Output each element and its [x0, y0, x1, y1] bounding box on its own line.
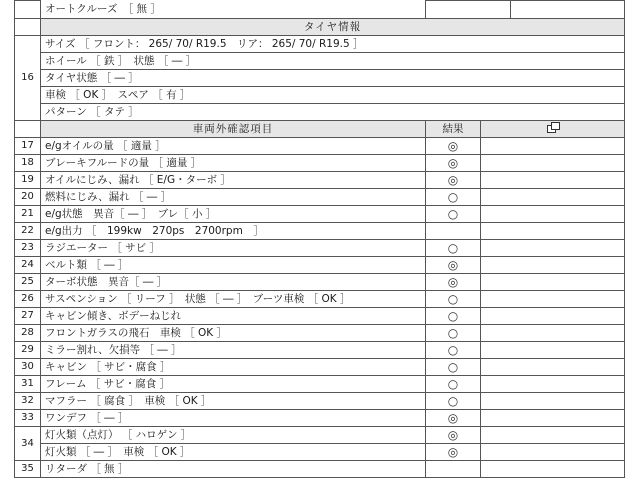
extra-cell: [481, 291, 625, 308]
item-text: ミラー割れ、欠損等 ［ ― ］: [41, 342, 426, 359]
result-mark: ○: [426, 359, 481, 376]
extra-cell: [481, 359, 625, 376]
check-item-row: [15, 291, 625, 308]
item-text: 灯火類（点灯） ［ ハロゲン ］: [41, 427, 426, 444]
tire-row: [15, 53, 625, 70]
result-mark: ○: [426, 325, 481, 342]
result-mark: ○: [426, 308, 481, 325]
item-number: 17: [15, 138, 41, 155]
item-number: 16: [15, 36, 41, 121]
cruise-row: [15, 1, 625, 19]
check-item-row: [15, 427, 625, 444]
extra-cell: [481, 257, 625, 274]
item-number: 20: [15, 189, 41, 206]
result-mark: ○: [426, 189, 481, 206]
check-item-row: [15, 223, 625, 240]
check-item-row: [15, 325, 625, 342]
item-number: 19: [15, 172, 41, 189]
item-number: 23: [15, 240, 41, 257]
check-item-row: [15, 189, 625, 206]
tire-section-header: [15, 19, 625, 36]
item-text: オイルにじみ、漏れ ［ E/G・ターボ ］: [41, 172, 426, 189]
item-number: 21: [15, 206, 41, 223]
check-item-row: [15, 444, 625, 461]
tire-inspection: 車検 ［ OK ］ スペア ［ 有 ］: [41, 87, 625, 104]
extra-cell: [481, 444, 625, 461]
check-item-row: [15, 393, 625, 410]
result-header: 結果: [426, 121, 481, 138]
result-mark: ○: [426, 376, 481, 393]
result-mark: ◎: [426, 427, 481, 444]
item-number: 22: [15, 223, 41, 240]
extra-cell: [481, 274, 625, 291]
extra-cell: [481, 206, 625, 223]
item-number: 27: [15, 308, 41, 325]
item-number: 29: [15, 342, 41, 359]
item-number: 30: [15, 359, 41, 376]
item-text: e/g状態 異音［ ― ］ ブレ［ 小 ］: [41, 206, 426, 223]
item-text: キャビン ［ サビ・腐食 ］: [41, 359, 426, 376]
check-item-row: [15, 410, 625, 427]
item-text: ブレーキフルードの量 ［ 適量 ］: [41, 155, 426, 172]
item-text: フロントガラスの飛石 車検 ［ OK ］: [41, 325, 426, 342]
extra-cell: [481, 342, 625, 359]
tire-row: [15, 70, 625, 87]
tire-row: [15, 36, 625, 53]
item-text: e/g出力 ［ 199kw 270ps 2700rpm ］: [41, 223, 426, 240]
result-mark: ◎: [426, 257, 481, 274]
result-mark: ○: [426, 342, 481, 359]
copy-icon: [481, 121, 625, 138]
check-item-row: [15, 240, 625, 257]
check-item-row: [15, 461, 625, 478]
result-mark: ◎: [426, 410, 481, 427]
item-text: サスペンション ［ リーフ ］ 状態 ［ ― ］ ブーツ車検 ［ OK ］: [41, 291, 426, 308]
extra-cell: [481, 172, 625, 189]
result-mark: ◎: [426, 155, 481, 172]
extra-cell: [481, 393, 625, 410]
check-section-header: [15, 121, 625, 138]
result-mark: ◎: [426, 138, 481, 155]
check-section-title: 車両外確認項目: [41, 121, 426, 138]
tire-size: サイズ ［ フロント： 265/ 70/ R19.5 リア： 265/ 70/ R19.5 ］: [41, 36, 625, 53]
check-item-row: [15, 376, 625, 393]
item-number: 26: [15, 291, 41, 308]
item-number: 18: [15, 155, 41, 172]
item-number: 25: [15, 274, 41, 291]
item-text: マフラー ［ 腐食 ］ 車検 ［ OK ］: [41, 393, 426, 410]
item-number: 24: [15, 257, 41, 274]
item-number: 35: [15, 461, 41, 478]
item-number: 28: [15, 325, 41, 342]
tire-wheel: ホイール ［ 鉄 ］ 状態 ［ ― ］: [41, 53, 625, 70]
check-item-row: [15, 342, 625, 359]
tire-condition: タイヤ状態 ［ ― ］: [41, 70, 625, 87]
item-number: 32: [15, 393, 41, 410]
inspection-table: [14, 0, 625, 478]
check-item-row: [15, 308, 625, 325]
result-mark: ◎: [426, 444, 481, 461]
result-mark: ○: [426, 240, 481, 257]
check-item-row: [15, 172, 625, 189]
item-number: 34: [15, 427, 41, 461]
tire-pattern: パターン ［ タテ ］: [41, 104, 625, 121]
result-mark: ○: [426, 393, 481, 410]
tire-row: [15, 87, 625, 104]
extra-cell: [481, 155, 625, 172]
result-mark: ○: [426, 206, 481, 223]
extra-cell: [481, 410, 625, 427]
cruise-cell: オートクルーズ ［ 無 ］: [41, 1, 426, 19]
extra-cell: [481, 138, 625, 155]
result-mark: ○: [426, 291, 481, 308]
result-mark: [426, 461, 481, 478]
extra-cell: [481, 376, 625, 393]
item-number: 33: [15, 410, 41, 427]
extra-cell: [481, 461, 625, 478]
check-item-row: [15, 138, 625, 155]
extra-cell: [481, 427, 625, 444]
item-text: ベルト類 ［ ― ］: [41, 257, 426, 274]
item-number: 31: [15, 376, 41, 393]
check-item-row: [15, 155, 625, 172]
result-mark: [426, 223, 481, 240]
tire-section-title: タイヤ情報: [41, 19, 625, 36]
check-item-row: [15, 257, 625, 274]
item-text: 灯火類 ［ ― ］ 車検 ［ OK ］: [41, 444, 426, 461]
tire-row: [15, 104, 625, 121]
inspection-sheet: [14, 0, 624, 478]
extra-cell: [481, 189, 625, 206]
item-text: キャビン傾き、ボデーねじれ: [41, 308, 426, 325]
item-text: リターダ ［ 無 ］: [41, 461, 426, 478]
extra-cell: [481, 325, 625, 342]
item-text: ターボ状態 異音［ ― ］: [41, 274, 426, 291]
check-item-row: [15, 274, 625, 291]
check-item-row: [15, 359, 625, 376]
result-mark: ◎: [426, 172, 481, 189]
item-text: e/gオイルの量 ［ 適量 ］: [41, 138, 426, 155]
item-text: ラジエーター ［ サビ ］: [41, 240, 426, 257]
result-mark: ◎: [426, 274, 481, 291]
extra-cell: [481, 308, 625, 325]
extra-cell: [481, 240, 625, 257]
item-text: フレーム ［ サビ・腐食 ］: [41, 376, 426, 393]
item-text: 燃料にじみ、漏れ ［ ― ］: [41, 189, 426, 206]
item-text: ワンデフ ［ ― ］: [41, 410, 426, 427]
extra-cell: [481, 223, 625, 240]
check-item-row: [15, 206, 625, 223]
